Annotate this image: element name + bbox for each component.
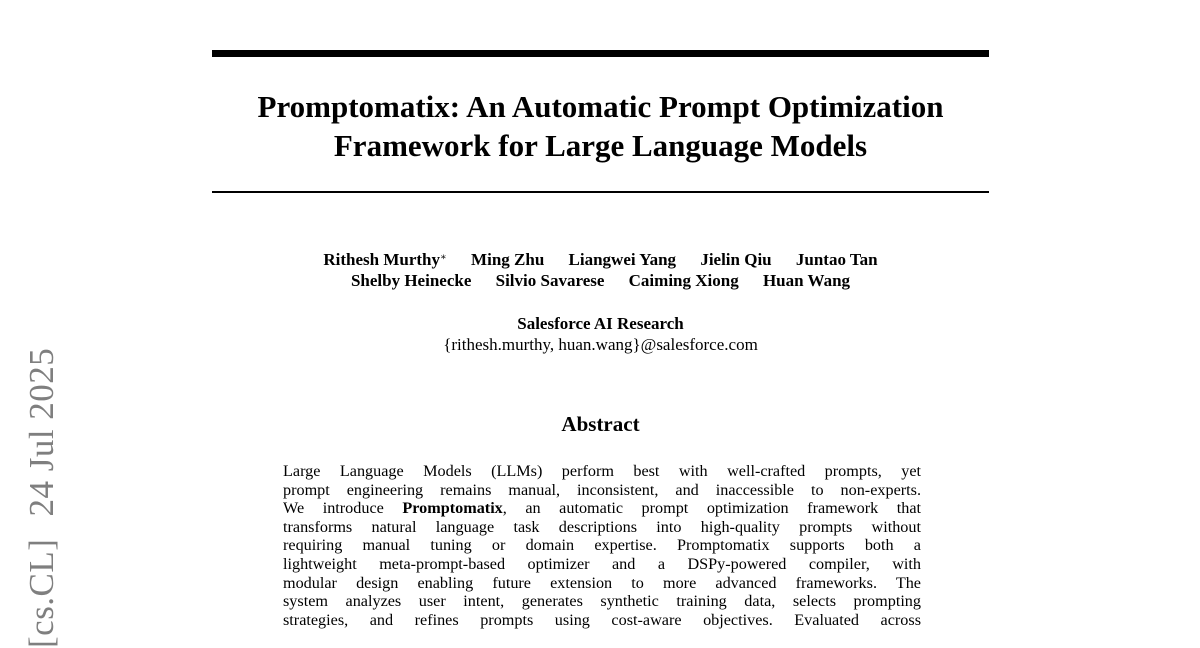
author: Liangwei Yang — [568, 250, 677, 269]
arxiv-date: 24 Jul 2025 — [22, 347, 61, 517]
arxiv-stamp — [22, 348, 62, 648]
author-list — [212, 249, 989, 291]
abstract-line: transforms natural language task descriptions into high-quality prompts without — [283, 517, 921, 536]
title-line-2: Framework for Large Language Models — [333, 128, 868, 163]
arxiv-category: [cs.CL] — [22, 538, 61, 648]
abstract-line: prompt engineering remains manual, inconsistent, and inaccessible to non-experts. — [283, 480, 921, 499]
abstract-line: Large Language Models (LLMs) perform best with well-crafted prompts, yet — [283, 462, 921, 480]
author: Rithesh Murthy∗ — [323, 250, 447, 269]
author-line-2 — [212, 270, 989, 291]
author: Shelby Heinecke — [350, 271, 472, 290]
abstract-heading: Abstract — [561, 412, 640, 436]
corresponding-author-mark: ∗ — [440, 252, 447, 263]
author: Jielin Qiu — [700, 250, 772, 269]
title-bottom-rule — [212, 191, 989, 193]
author: Juntao Tan — [795, 250, 878, 269]
title-top-rule — [212, 50, 989, 57]
affiliation: Salesforce AI Research — [517, 314, 684, 333]
abstract-line: system analyzes user intent, generates synthetic training data, selects prompting — [283, 592, 921, 611]
author-line-1 — [212, 249, 989, 270]
abstract-line: requiring manual tuning or domain expertise. Promptomatix supports both a — [283, 536, 921, 555]
author-emails: {rithesh.murthy, huan.wang}@salesforce.com — [443, 335, 758, 354]
paper-title — [212, 87, 989, 165]
author: Silvio Savarese — [495, 271, 605, 290]
framework-name: Promptomatix — [402, 499, 503, 518]
abstract-line: We introduce Promptomatix, an automatic prompt optimization framework that — [283, 499, 921, 518]
abstract-line: modular design enabling future extension to more advanced frameworks. The — [283, 573, 921, 592]
title-line-1: Promptomatix: An Automatic Prompt Optimization — [257, 89, 944, 124]
author: Huan Wang — [762, 271, 851, 290]
author: Ming Zhu — [471, 250, 545, 269]
affiliation-block — [212, 313, 989, 355]
author: Caiming Xiong — [628, 271, 739, 290]
abstract-text — [283, 462, 921, 629]
abstract-line: lightweight meta-prompt-based optimizer and a DSPy-powered compiler, with — [283, 554, 921, 573]
abstract-line: strategies, and refines prompts using cost-aware objectives. Evaluated across — [283, 610, 921, 629]
